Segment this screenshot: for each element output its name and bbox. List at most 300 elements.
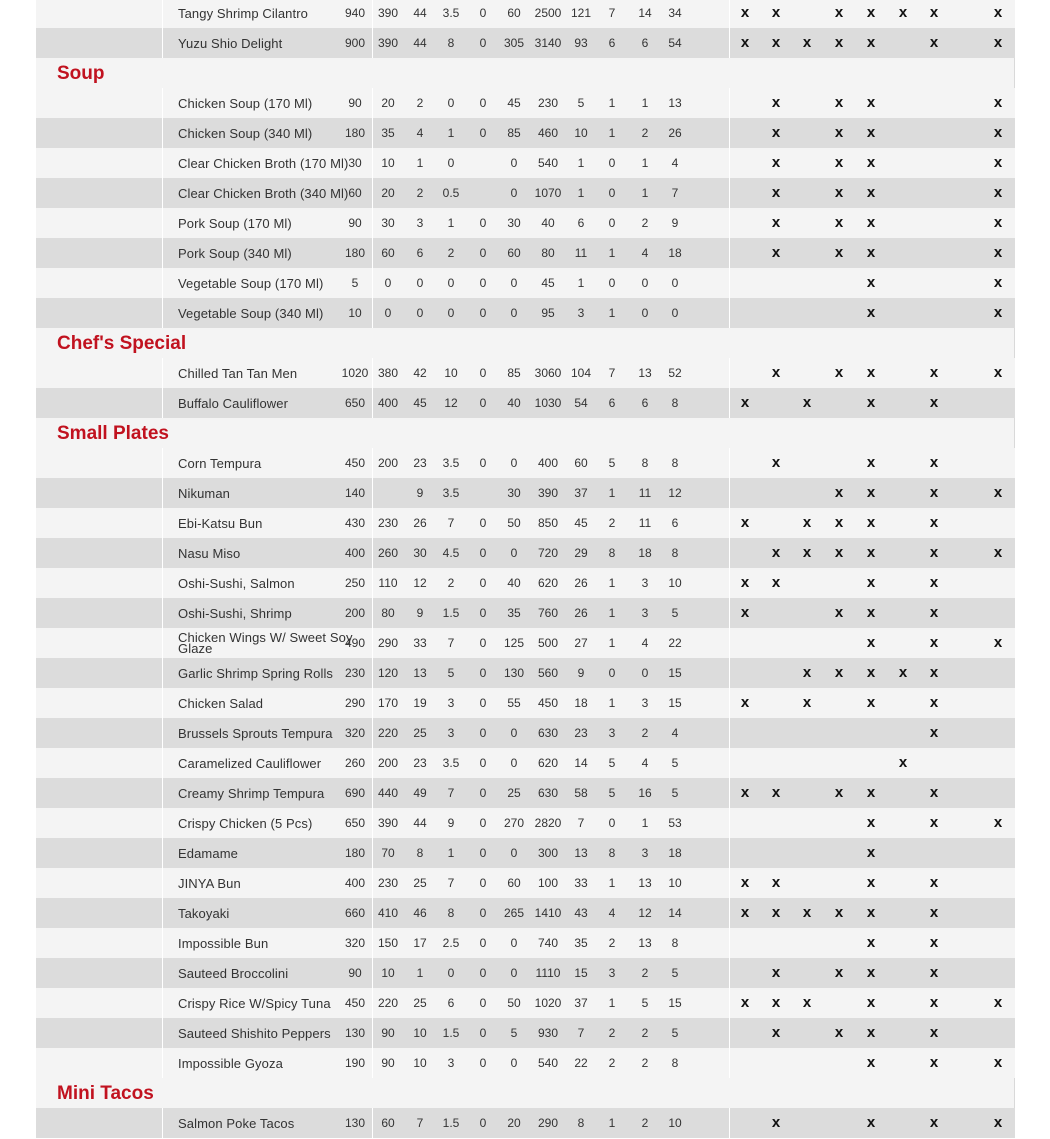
nutrition-value-calories-from-fat: 0 — [384, 276, 392, 290]
nutrition-value-protein-g: 5 — [671, 966, 679, 980]
nutrition-value-saturated-fat-g: 12 — [444, 396, 458, 410]
item-name: Caramelized Cauliflower — [178, 755, 322, 771]
nutrition-value-trans-fat-g: 0 — [479, 936, 487, 950]
nutrition-value-sugars-g: 18 — [638, 546, 652, 560]
nutrition-value-saturated-fat-g: 3.5 — [442, 756, 460, 770]
row-lead-cell — [36, 1018, 162, 1048]
nutrition-value-sugars-g: 3 — [641, 576, 649, 590]
row-lead-cell — [36, 598, 162, 628]
nutrition-value-sugars-g: 0 — [641, 306, 649, 320]
allergen-marks-cell — [730, 778, 1015, 808]
nutrition-value-carbohydrates-g: 6 — [577, 216, 585, 230]
nutrition-value-calories: 940 — [344, 6, 366, 20]
nutrition-value-trans-fat-g: 0 — [479, 96, 487, 110]
nutrition-value-protein-g: 0 — [671, 306, 679, 320]
allergen-mark-wheat: x — [929, 484, 939, 501]
allergen-mark-shellfish: x — [802, 514, 812, 531]
nutrition-value-total-fat-g: 1 — [416, 966, 424, 980]
nutrition-value-dietary-fiber-g: 1 — [608, 1116, 616, 1130]
allergen-mark-wheat: x — [929, 604, 939, 621]
nutrition-value-saturated-fat-g: 3 — [447, 726, 455, 740]
allergen-mark-soy: x — [866, 34, 876, 51]
table-row — [36, 358, 1015, 388]
nutrition-value-protein-g: 4 — [671, 156, 679, 170]
allergen-mark-shellfish: x — [802, 994, 812, 1011]
nutrition-value-calories-from-fat: 200 — [377, 756, 399, 770]
nutrition-value-saturated-fat-g: 7 — [447, 636, 455, 650]
allergen-mark-sesame: x — [993, 544, 1003, 561]
nutrition-value-protein-g: 10 — [668, 1116, 682, 1130]
nutrition-value-saturated-fat-g: 0 — [447, 96, 455, 110]
allergen-mark-wheat: x — [929, 934, 939, 951]
allergen-mark-wheat: x — [929, 664, 939, 681]
nutrition-value-total-fat-g: 9 — [416, 486, 424, 500]
nutrition-value-total-fat-g: 42 — [413, 366, 427, 380]
nutrition-value-protein-g: 54 — [668, 36, 682, 50]
table-row — [36, 88, 1015, 118]
item-name: Chicken Soup (340 Ml) — [178, 125, 313, 141]
section-title: Mini Tacos — [57, 1083, 154, 1104]
table-row — [36, 928, 1015, 958]
allergen-mark-dairy: x — [771, 214, 781, 231]
nutrition-value-sugars-g: 14 — [638, 6, 652, 20]
nutrition-values-cell — [344, 448, 729, 478]
item-name: Brussels Sprouts Tempura — [178, 725, 333, 741]
table-row — [36, 28, 1015, 58]
nutrition-value-total-fat-g: 9 — [416, 606, 424, 620]
nutrition-value-trans-fat-g: 0 — [479, 966, 487, 980]
allergen-mark-dairy: x — [771, 124, 781, 141]
row-lead-cell — [36, 688, 162, 718]
nutrition-value-calories: 180 — [344, 126, 366, 140]
item-name: Corn Tempura — [178, 455, 262, 471]
item-name: Yuzu Shio Delight — [178, 35, 283, 51]
nutrition-value-dietary-fiber-g: 7 — [608, 6, 616, 20]
nutrition-value-calories: 10 — [348, 306, 362, 320]
table-row — [36, 598, 1015, 628]
nutrition-value-cholesterol-mg: 30 — [507, 216, 521, 230]
nutrition-value-dietary-fiber-g: 1 — [608, 636, 616, 650]
allergen-mark-soy: x — [866, 664, 876, 681]
nutrition-value-trans-fat-g: 0 — [479, 516, 487, 530]
allergen-mark-dairy: x — [771, 94, 781, 111]
nutrition-values-cell — [344, 748, 729, 778]
nutrition-value-total-fat-g: 30 — [413, 546, 427, 560]
nutrition-value-total-fat-g: 6 — [416, 246, 424, 260]
allergen-mark-soy: x — [866, 214, 876, 231]
nutrition-value-calories: 180 — [344, 846, 366, 860]
nutrition-values-cell — [344, 778, 729, 808]
allergen-mark-wheat: x — [929, 784, 939, 801]
nutrition-value-protein-g: 14 — [668, 906, 682, 920]
allergen-mark-soy: x — [866, 184, 876, 201]
allergen-mark-sesame: x — [993, 304, 1003, 321]
item-name: Vegetable Soup (340 Ml) — [178, 305, 324, 321]
nutrition-value-sodium-mg: 1410 — [534, 906, 562, 920]
item-name: Chicken Salad — [178, 695, 264, 711]
nutrition-value-sodium-mg: 460 — [537, 126, 559, 140]
nutrition-value-trans-fat-g: 0 — [479, 846, 487, 860]
allergen-mark-wheat: x — [929, 994, 939, 1011]
section-header — [36, 58, 1015, 88]
nutrition-value-calories-from-fat: 30 — [381, 216, 395, 230]
nutrition-value-saturated-fat-g: 0 — [447, 276, 455, 290]
nutrition-values-cell — [344, 868, 729, 898]
item-name: Impossible Bun — [178, 935, 269, 951]
section-title: Small Plates — [57, 423, 169, 444]
nutrition-value-saturated-fat-g: 1 — [447, 126, 455, 140]
nutrition-value-sodium-mg: 620 — [537, 756, 559, 770]
section-title: Chef's Special — [57, 333, 187, 354]
nutrition-value-cholesterol-mg: 85 — [507, 366, 521, 380]
allergen-mark-sesame: x — [993, 274, 1003, 291]
nutrition-value-sugars-g: 4 — [641, 756, 649, 770]
nutrition-value-sodium-mg: 400 — [537, 456, 559, 470]
nutrition-value-trans-fat-g: 0 — [479, 216, 487, 230]
nutrition-value-saturated-fat-g: 1.5 — [442, 1026, 460, 1040]
nutrition-value-sugars-g: 2 — [641, 966, 649, 980]
allergen-marks-cell — [730, 1048, 1015, 1078]
nutrition-value-cholesterol-mg: 0 — [510, 756, 518, 770]
row-lead-cell — [36, 988, 162, 1018]
nutrition-value-sodium-mg: 740 — [537, 936, 559, 950]
nutrition-values-cell — [344, 838, 729, 868]
allergen-mark-soy: x — [866, 874, 876, 891]
row-lead-cell — [36, 718, 162, 748]
nutrition-value-trans-fat-g: 0 — [479, 1056, 487, 1070]
nutrition-value-total-fat-g: 44 — [413, 36, 427, 50]
nutrition-value-saturated-fat-g: 0 — [447, 966, 455, 980]
nutrition-value-sugars-g: 11 — [638, 486, 652, 500]
nutrition-value-dietary-fiber-g: 0 — [608, 186, 616, 200]
item-name: Takoyaki — [178, 905, 230, 921]
nutrition-value-cholesterol-mg: 30 — [507, 486, 521, 500]
nutrition-value-carbohydrates-g: 9 — [577, 666, 585, 680]
nutrition-value-carbohydrates-g: 5 — [577, 96, 585, 110]
allergen-mark-egg: x — [740, 994, 750, 1011]
nutrition-value-protein-g: 10 — [668, 876, 682, 890]
nutrition-value-calories: 400 — [344, 546, 366, 560]
nutrition-value-sugars-g: 8 — [641, 456, 649, 470]
nutrition-value-calories-from-fat: 440 — [377, 786, 399, 800]
nutrition-value-sodium-mg: 290 — [537, 1116, 559, 1130]
nutrition-value-calories: 660 — [344, 906, 366, 920]
nutrition-value-protein-g: 15 — [668, 996, 682, 1010]
nutrition-value-calories: 690 — [344, 786, 366, 800]
nutrition-value-saturated-fat-g: 1.5 — [442, 1116, 460, 1130]
allergen-marks-cell — [730, 688, 1015, 718]
nutrition-value-sugars-g: 0 — [641, 276, 649, 290]
nutrition-value-sodium-mg: 3060 — [534, 366, 562, 380]
nutrition-value-protein-g: 8 — [671, 1056, 679, 1070]
nutrition-value-protein-g: 26 — [668, 126, 682, 140]
allergen-mark-soy: x — [866, 784, 876, 801]
nutrition-value-trans-fat-g: 0 — [479, 636, 487, 650]
nutrition-value-protein-g: 0 — [671, 276, 679, 290]
nutrition-value-protein-g: 8 — [671, 936, 679, 950]
nutrition-value-carbohydrates-g: 33 — [574, 876, 588, 890]
nutrition-value-calories: 430 — [344, 516, 366, 530]
table-row — [36, 1018, 1015, 1048]
table-row — [36, 628, 1015, 658]
allergen-mark-fish: x — [834, 34, 844, 51]
nutrition-value-total-fat-g: 1 — [416, 156, 424, 170]
nutrition-value-sodium-mg: 500 — [537, 636, 559, 650]
item-name: Buffalo Cauliflower — [178, 395, 289, 411]
nutrition-value-dietary-fiber-g: 8 — [608, 546, 616, 560]
nutrition-value-carbohydrates-g: 35 — [574, 936, 588, 950]
allergen-mark-wheat: x — [929, 514, 939, 531]
row-lead-cell — [36, 358, 162, 388]
item-name: Tangy Shrimp Cilantro — [178, 5, 308, 21]
nutrition-value-dietary-fiber-g: 4 — [608, 906, 616, 920]
nutrition-value-saturated-fat-g: 3.5 — [442, 456, 460, 470]
nutrition-value-carbohydrates-g: 18 — [574, 696, 588, 710]
allergen-mark-soy: x — [866, 274, 876, 291]
nutrition-values-cell — [348, 148, 729, 178]
nutrition-value-saturated-fat-g: 8 — [447, 36, 455, 50]
nutrition-values-cell — [344, 598, 729, 628]
nutrition-value-calories-from-fat: 35 — [381, 126, 395, 140]
nutrition-value-carbohydrates-g: 1 — [577, 276, 585, 290]
item-name: Oshi-Sushi, Salmon — [178, 575, 295, 591]
allergen-mark-wheat: x — [929, 1054, 939, 1071]
nutrition-value-saturated-fat-g: 5 — [447, 666, 455, 680]
nutrition-value-calories-from-fat: 120 — [377, 666, 399, 680]
nutrition-value-cholesterol-mg: 0 — [510, 936, 518, 950]
nutrition-value-sodium-mg: 540 — [537, 156, 559, 170]
nutrition-value-calories: 130 — [344, 1026, 366, 1040]
nutrition-values-cell — [344, 928, 729, 958]
nutrition-value-trans-fat-g: 0 — [479, 1116, 487, 1130]
allergen-mark-peanut: x — [898, 664, 908, 681]
nutrition-value-trans-fat-g: 0 — [479, 546, 487, 560]
nutrition-value-carbohydrates-g: 10 — [574, 126, 588, 140]
allergen-mark-sesame: x — [993, 364, 1003, 381]
nutrition-value-saturated-fat-g: 3 — [447, 1056, 455, 1070]
nutrition-value-total-fat-g: 44 — [413, 816, 427, 830]
nutrition-value-calories-from-fat: 80 — [381, 606, 395, 620]
nutrition-value-saturated-fat-g: 2.5 — [442, 936, 460, 950]
nutrition-value-total-fat-g: 23 — [413, 456, 427, 470]
nutrition-value-sugars-g: 2 — [641, 1026, 649, 1040]
nutrition-value-protein-g: 18 — [668, 246, 682, 260]
allergen-marks-cell — [730, 958, 1015, 988]
item-name: Clear Chicken Broth (170 Ml) — [178, 155, 349, 171]
allergen-mark-soy: x — [866, 994, 876, 1011]
allergen-mark-soy: x — [866, 1114, 876, 1131]
nutrition-value-saturated-fat-g: 2 — [447, 576, 455, 590]
nutrition-value-cholesterol-mg: 5 — [510, 1026, 518, 1040]
allergen-mark-peanut: x — [898, 4, 908, 21]
allergen-mark-soy: x — [866, 634, 876, 651]
nutrition-value-carbohydrates-g: 8 — [577, 1116, 585, 1130]
allergen-marks-cell — [730, 268, 1015, 298]
nutrition-value-dietary-fiber-g: 2 — [608, 1056, 616, 1070]
nutrition-value-calories-from-fat: 220 — [377, 996, 399, 1010]
allergen-mark-wheat: x — [929, 904, 939, 921]
nutrition-value-sugars-g: 2 — [641, 126, 649, 140]
row-lead-cell — [36, 28, 162, 58]
table-row — [36, 1048, 1015, 1078]
nutrition-value-calories: 320 — [344, 936, 366, 950]
nutrition-values-cell — [344, 1108, 729, 1138]
nutrition-value-calories-from-fat: 70 — [381, 846, 395, 860]
allergen-mark-soy: x — [866, 574, 876, 591]
allergen-mark-dairy: x — [771, 364, 781, 381]
nutrition-values-cell — [341, 358, 729, 388]
nutrition-value-protein-g: 12 — [668, 486, 682, 500]
nutrition-value-total-fat-g: 10 — [413, 1056, 427, 1070]
nutrition-value-sugars-g: 1 — [641, 186, 649, 200]
nutrition-value-sodium-mg: 850 — [537, 516, 559, 530]
table-row — [36, 208, 1015, 238]
nutrition-value-carbohydrates-g: 23 — [574, 726, 588, 740]
nutrition-value-total-fat-g: 10 — [413, 1026, 427, 1040]
allergen-marks-cell — [730, 298, 1015, 328]
nutrition-value-total-fat-g: 17 — [413, 936, 427, 950]
table-row — [36, 838, 1015, 868]
allergen-mark-wheat: x — [929, 814, 939, 831]
row-lead-cell — [36, 508, 162, 538]
item-name: Impossible Gyoza — [178, 1055, 283, 1071]
nutrition-value-saturated-fat-g: 4.5 — [442, 546, 460, 560]
table-row — [36, 238, 1015, 268]
allergen-mark-soy: x — [866, 124, 876, 141]
allergen-marks-cell — [730, 598, 1015, 628]
section-header — [36, 418, 1015, 448]
allergen-marks-cell — [730, 238, 1015, 268]
nutrition-value-calories: 250 — [344, 576, 366, 590]
nutrition-value-sodium-mg: 630 — [537, 786, 559, 800]
allergen-mark-shellfish: x — [802, 34, 812, 51]
nutrition-value-sodium-mg: 2500 — [534, 6, 562, 20]
allergen-mark-fish: x — [834, 1024, 844, 1041]
allergen-mark-soy: x — [866, 394, 876, 411]
allergen-mark-dairy: x — [771, 1114, 781, 1131]
nutrition-value-calories: 490 — [344, 636, 366, 650]
allergen-mark-shellfish: x — [802, 664, 812, 681]
allergen-mark-fish: x — [834, 94, 844, 111]
table-row — [36, 538, 1015, 568]
nutrition-value-saturated-fat-g: 7 — [447, 876, 455, 890]
allergen-marks-cell — [730, 448, 1015, 478]
nutrition-value-calories-from-fat: 90 — [381, 1056, 395, 1070]
row-lead-cell — [36, 928, 162, 958]
allergen-marks-cell — [730, 388, 1015, 418]
allergen-mark-sesame: x — [993, 244, 1003, 261]
nutrition-value-calories-from-fat: 60 — [381, 1116, 395, 1130]
nutrition-value-sugars-g: 3 — [641, 606, 649, 620]
nutrition-values-cell — [344, 988, 729, 1018]
allergen-mark-egg: x — [740, 514, 750, 531]
nutrition-value-saturated-fat-g: 10 — [444, 366, 458, 380]
allergen-mark-egg: x — [740, 604, 750, 621]
nutrition-value-calories: 60 — [348, 186, 362, 200]
nutrition-value-dietary-fiber-g: 5 — [608, 786, 616, 800]
allergen-mark-fish: x — [834, 4, 844, 21]
row-lead-cell — [36, 88, 162, 118]
nutrition-value-calories: 450 — [344, 456, 366, 470]
allergen-mark-dairy: x — [771, 994, 781, 1011]
nutrition-value-total-fat-g: 7 — [416, 1116, 424, 1130]
allergen-mark-fish: x — [834, 484, 844, 501]
nutrition-value-saturated-fat-g: 3.5 — [442, 6, 460, 20]
nutrition-value-trans-fat-g: 0 — [479, 726, 487, 740]
allergen-marks-cell — [730, 0, 1015, 28]
allergen-marks-cell — [730, 658, 1015, 688]
nutrition-value-sodium-mg: 620 — [537, 576, 559, 590]
nutrition-value-cholesterol-mg: 55 — [507, 696, 521, 710]
allergen-mark-dairy: x — [771, 34, 781, 51]
table-row — [36, 688, 1015, 718]
allergen-mark-dairy: x — [771, 244, 781, 261]
table-row — [36, 1108, 1015, 1138]
nutrition-value-total-fat-g: 45 — [413, 396, 427, 410]
nutrition-value-dietary-fiber-g: 1 — [608, 246, 616, 260]
nutrition-value-cholesterol-mg: 60 — [507, 876, 521, 890]
nutrition-value-calories: 650 — [344, 816, 366, 830]
item-name: Garlic Shrimp Spring Rolls — [178, 665, 334, 681]
allergen-mark-sesame: x — [993, 214, 1003, 231]
nutrition-value-carbohydrates-g: 104 — [570, 366, 592, 380]
nutrition-value-carbohydrates-g: 45 — [574, 516, 588, 530]
allergen-mark-egg: x — [740, 904, 750, 921]
nutrition-value-sugars-g: 6 — [641, 396, 649, 410]
nutrition-values-cell — [344, 118, 729, 148]
nutrition-value-calories: 650 — [344, 396, 366, 410]
nutrition-value-cholesterol-mg: 305 — [503, 36, 525, 50]
nutrition-value-cholesterol-mg: 125 — [503, 636, 525, 650]
nutrition-value-sugars-g: 3 — [641, 846, 649, 860]
nutrition-value-dietary-fiber-g: 1 — [608, 306, 616, 320]
nutrition-value-sugars-g: 1 — [641, 96, 649, 110]
allergen-marks-cell — [730, 568, 1015, 598]
table-row — [36, 808, 1015, 838]
table-row — [36, 778, 1015, 808]
allergen-mark-egg: x — [740, 574, 750, 591]
allergen-mark-fish: x — [834, 784, 844, 801]
allergen-marks-cell — [730, 628, 1015, 658]
allergen-mark-soy: x — [866, 844, 876, 861]
allergen-mark-dairy: x — [771, 544, 781, 561]
nutrition-value-cholesterol-mg: 25 — [507, 786, 521, 800]
nutrition-value-sodium-mg: 760 — [537, 606, 559, 620]
nutrition-value-dietary-fiber-g: 0 — [608, 216, 616, 230]
nutrition-value-sodium-mg: 930 — [537, 1026, 559, 1040]
allergen-mark-dairy: x — [771, 964, 781, 981]
item-name: Ebi-Katsu Bun — [178, 515, 263, 531]
nutrition-value-sodium-mg: 1110 — [535, 966, 561, 980]
nutrition-value-trans-fat-g: 0 — [479, 576, 487, 590]
allergen-mark-dairy: x — [771, 904, 781, 921]
nutrition-value-calories: 900 — [344, 36, 366, 50]
nutrition-values-cell — [344, 1018, 729, 1048]
nutrition-value-sugars-g: 4 — [641, 246, 649, 260]
nutrition-value-calories: 1020 — [341, 366, 369, 380]
allergen-marks-cell — [730, 538, 1015, 568]
nutrition-value-trans-fat-g: 0 — [479, 126, 487, 140]
nutrition-value-trans-fat-g — [467, 178, 499, 208]
nutrition-value-carbohydrates-g: 7 — [577, 1026, 585, 1040]
nutrition-value-dietary-fiber-g: 3 — [608, 726, 616, 740]
nutrition-values-cell — [348, 178, 729, 208]
allergen-mark-egg: x — [740, 4, 750, 21]
section-header — [36, 1078, 1015, 1108]
allergen-mark-fish: x — [834, 664, 844, 681]
allergen-marks-cell — [730, 1108, 1015, 1138]
nutrition-value-protein-g: 5 — [671, 1026, 679, 1040]
